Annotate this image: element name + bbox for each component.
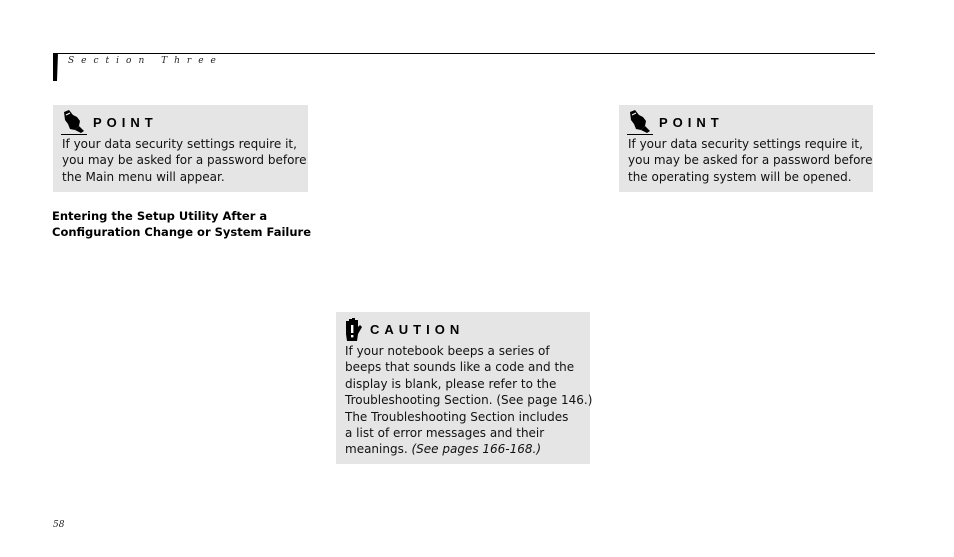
header-rule-tick <box>53 53 58 81</box>
section-heading-line: Entering the Setup Utility After a <box>52 209 268 223</box>
caution-note-line: Troubleshooting Section. (See page 146.) <box>345 393 593 408</box>
caution-note-header <box>342 316 464 342</box>
point-note-right <box>619 105 873 192</box>
header-rule <box>53 53 875 54</box>
caution-note-title: CAUTION <box>370 321 465 337</box>
point-note-left <box>53 105 308 192</box>
point-note-left-body <box>62 136 307 185</box>
caution-note-body <box>345 343 593 458</box>
caution-note-last-line-text: meanings. <box>345 442 412 457</box>
point-note-right-line: If your data security settings require it, <box>628 137 863 151</box>
pointing-hand-icon <box>61 109 87 135</box>
point-note-left-line: If your data security settings require it, <box>62 137 297 151</box>
section-heading-line: Configuration Change or System Failure <box>52 225 312 240</box>
caution-note-line: beeps that sounds like a code and the <box>345 360 575 375</box>
pointing-hand-icon <box>627 109 653 135</box>
caution-hand-icon <box>342 316 364 342</box>
point-note-left-title: POINT <box>93 114 158 130</box>
caution-note-last-line <box>345 441 584 457</box>
point-note-right-line: the operating system will be opened. <box>628 169 852 184</box>
caution-note <box>336 312 593 464</box>
point-note-right-line: you may be asked for a password before <box>628 153 873 168</box>
point-note-left-header <box>61 109 158 135</box>
caution-note-line: If your notebook beeps a series of <box>345 344 550 358</box>
caution-note-line: a list of error messages and their <box>345 426 545 441</box>
point-note-right-body <box>628 136 873 185</box>
caution-note-line: display is blank, please refer to the <box>345 376 557 391</box>
page-number: 58 <box>53 520 65 530</box>
point-note-left-line: the Main menu will appear. <box>62 169 225 184</box>
section-heading <box>52 208 311 241</box>
point-note-left-line: you may be asked for a password before <box>62 153 307 168</box>
caution-page-reference: (See pages 166-168.) <box>411 442 542 457</box>
point-note-right-title: POINT <box>659 114 724 130</box>
point-note-right-header <box>627 109 724 135</box>
section-label: Section Three <box>68 56 223 66</box>
caution-note-line: The Troubleshooting Section includes <box>345 409 569 424</box>
